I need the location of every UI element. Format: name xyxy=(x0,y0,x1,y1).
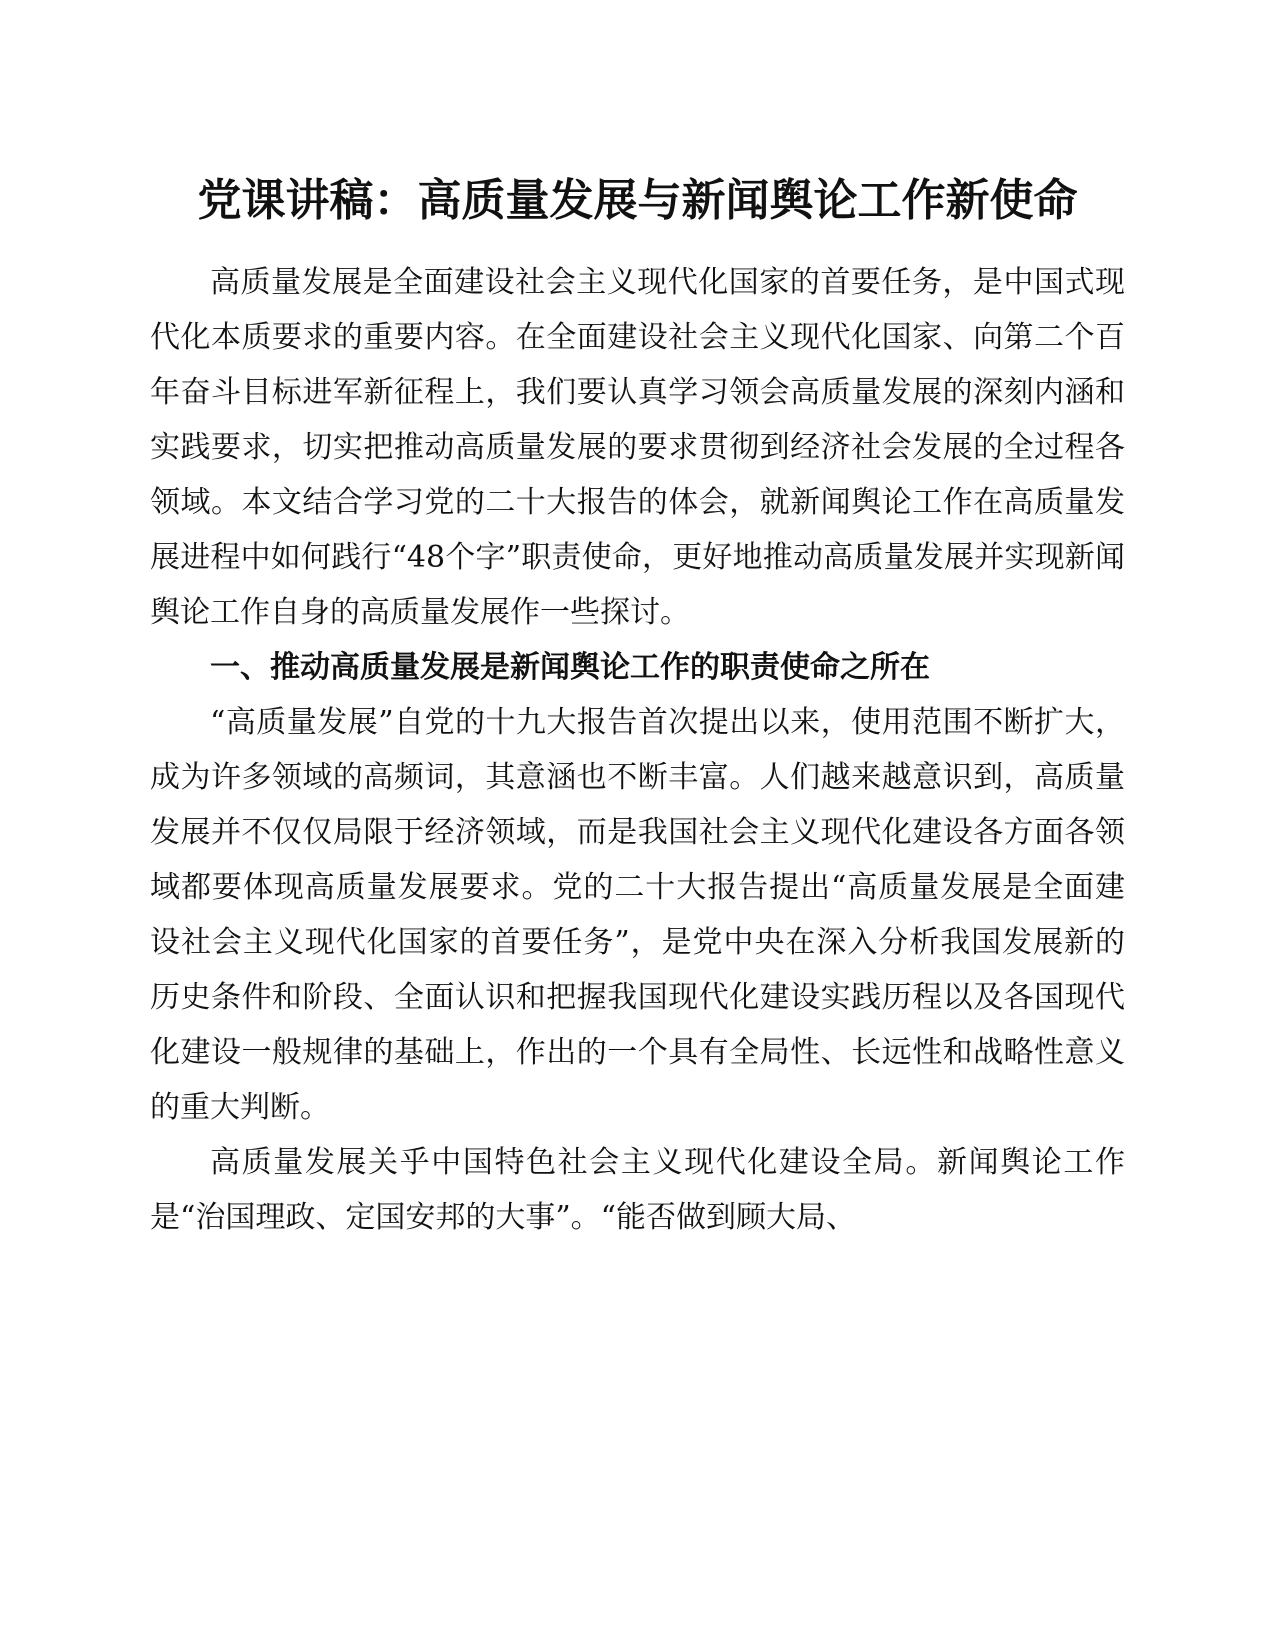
paragraph-intro: 高质量发展是全面建设社会主义现代化国家的首要任务，是中国式现代化本质要求的重要内容。在全面建设社会主义现代化国家、向第二个百年奋斗目标进军新征程上，我们要认真学习领会高质量发展的深刻内涵和实践要求，切实把推动高质量发展的要求贯彻到经济社会发展的全过程各领域。本文结合学习党的二十大报告的体会，就新闻舆论工作在高质量发展进程中如何践行“48个字”职责使命，更好地推动高质量发展并实现新闻舆论工作自身的高质量发展作一些探讨。 xyxy=(150,265,1125,630)
section-heading: 一、推动高质量发展是新闻舆论工作的职责使命之所在 xyxy=(210,650,930,685)
document-title: 党课讲稿：高质量发展与新闻舆论工作新使命 xyxy=(197,175,1078,226)
paragraph-section-1: “高质量发展”自党的十九大报告首次提出以来，使用范围不断扩大，成为许多领域的高频词，其意涵也不断丰富。人们越来越意识到，高质量发展并不仅仅局限于经济领域，而是我国社会主义现代化建设各方面各领域都要体现高质量发展要求。党的二十大报告提出“高质量发展是全面建设社会主义现代化国家的首要任务”，是党中央在深入分析我国发展新的历史条件和阶段、全面认识和把握我国现代化建设实践历程以及各国现代化建设一般规律的基础上，作出的一个具有全局性、长远性和战略性意义的重大判断。 xyxy=(150,705,1125,1125)
document-body xyxy=(150,255,1125,1245)
paragraph-section-2: 高质量发展关乎中国特色社会主义现代化建设全局。新闻舆论工作是“治国理政、定国安邦的大事”。“能否做到顾大局、 xyxy=(150,1145,1125,1235)
